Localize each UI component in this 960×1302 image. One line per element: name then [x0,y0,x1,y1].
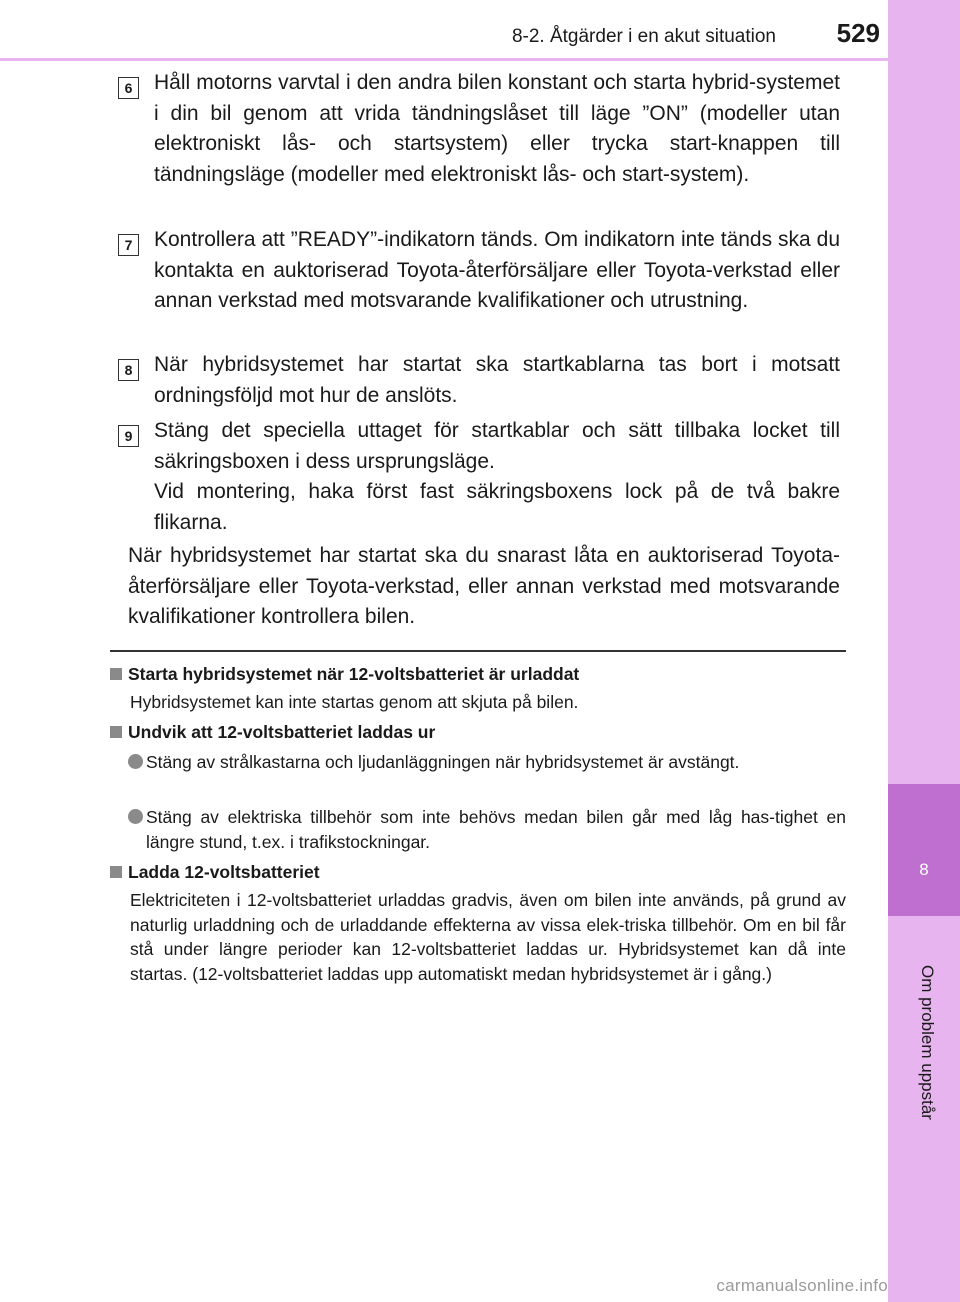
header-section-title: 8-2. Åtgärder i en akut situation [511,26,776,47]
bullet-text: Stäng av strålkastarna och ljudanläggningen när hybridsystemet är avstängt. [146,752,740,772]
circle-bullet-icon [128,809,143,824]
step-text [154,350,840,411]
square-bullet-icon [110,668,122,680]
chapter-title: Om problem uppstår [918,965,937,1120]
note-title [110,722,435,743]
step-number-box: 8 [118,359,139,381]
header-rule [0,58,888,61]
note-title-text: Ladda 12-voltsbatteriet [128,862,320,882]
step-6 [118,68,840,190]
step-paragraph: Håll motorns varvtal i den andra bilen konstant och starta hybrid-systemet i din bil genom att vrida tändningslåset till läge ”ON” (modeller utan elektroniskt lås- och startsystem) eller trycka start-knappen till tändningsläge (modeller med elektroniskt lås- och start-system). [154,71,840,186]
section-divider [110,650,846,652]
watermark: carmanualsonline.info [716,1276,888,1295]
bullet-item [128,805,846,854]
square-bullet-icon [110,726,122,738]
step-number-box: 7 [118,234,139,256]
circle-bullet-icon [128,754,143,769]
page-number: 529 [836,18,880,48]
note-title [110,664,579,685]
step-paragraph: Kontrollera att ”READY”-indikatorn tänds. Om indikatorn inte tänds ska du kontakta en auktoriserad Toyota-återförsäljare eller Toyota-verkstad eller annan verkstad med motsvarande kvalifikationer och utrustning. [154,228,840,313]
step-number-box: 9 [118,425,139,447]
note-body: Elektriciteten i 12-voltsbatteriet urladdas gradvis, även om bilen inte används, på grund av naturlig urladdning och de urladdande effekterna av vissa elek-triska tillbehör. Om en bil får stå under längre perioder kan 12-voltsbatteriet laddas ur. Hybridsystemet kan då inte startas. (12-voltsbatteriet laddas upp automatiskt medan hybridsystemet är i gång.) [130,890,846,984]
note-body: Hybridsystemet kan inte startas genom att skjuta på bilen. [130,692,579,712]
step-paragraph: Vid montering, haka först fast säkringsboxens lock på de två bakre flikarna. [154,480,840,534]
note-title [110,862,320,883]
square-bullet-icon [110,866,122,878]
step-9 [118,416,840,538]
step-paragraph: Stäng det speciella uttaget för startkablar och sätt tillbaka locket till säkringsboxen i dess ursprungsläge. [154,419,840,473]
chapter-number: 8 [919,860,929,880]
step-text [154,225,840,317]
step-8 [118,350,840,411]
step-paragraph: När hybridsystemet har startat ska startkablarna tas bort i motsatt ordningsföljd mot hur de anslöts. [154,353,840,407]
chapter-number-box [888,784,960,916]
step-number-box: 6 [118,77,139,99]
step-7 [118,225,840,317]
step-text [154,68,840,190]
bullet-item [128,750,846,775]
bullet-text: Stäng av elektriska tillbehör som inte behövs medan bilen går med låg has-tighet en längre stund, t.ex. i trafikstockningar. [146,807,846,852]
note-title-text: Undvik att 12-voltsbatteriet laddas ur [128,722,436,742]
step-text [154,416,840,538]
conclusion-paragraph: När hybridsystemet har startat ska du snarast låta en auktoriserad Toyota-återförsäljare eller Toyota-verkstad, eller annan verkstad med motsvarande kvalifikationer kontrollera bilen. [128,544,840,629]
note-title-text: Starta hybridsystemet när 12-voltsbatteriet är urladdat [128,664,580,684]
